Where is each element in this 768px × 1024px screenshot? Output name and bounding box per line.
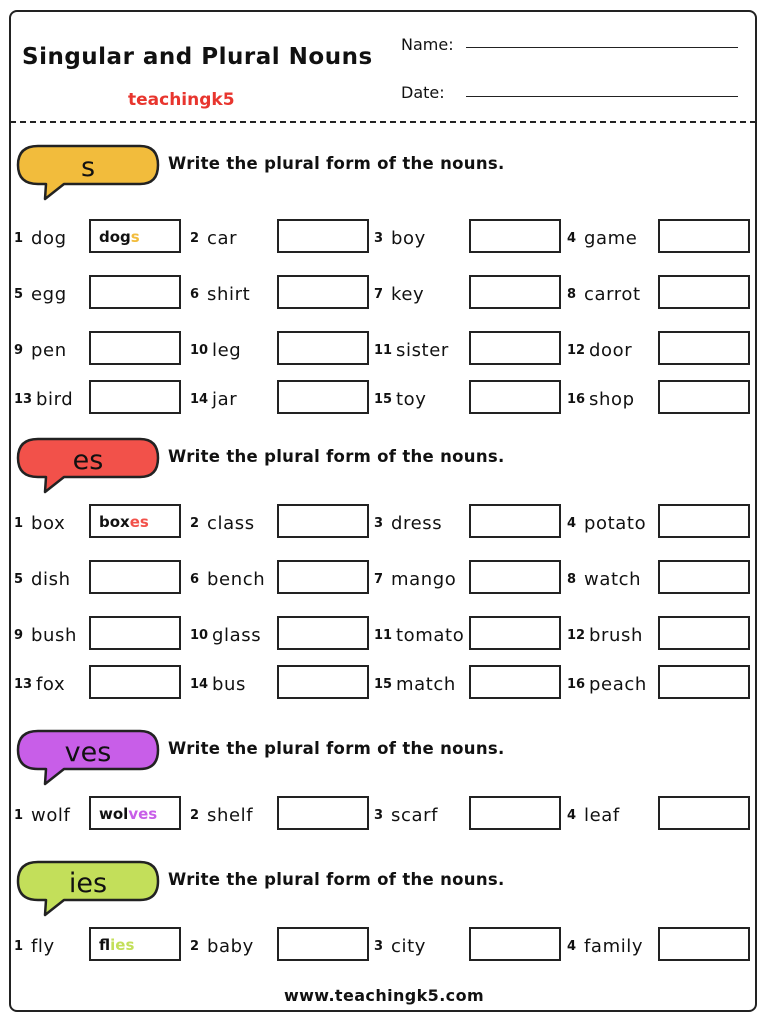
answer-box[interactable]	[89, 504, 181, 538]
singular-noun: toy	[396, 389, 427, 410]
section-instruction: Write the plural form of the nouns.	[168, 154, 505, 173]
section-instruction: Write the plural form of the nouns.	[168, 739, 505, 758]
singular-noun: scarf	[391, 805, 439, 826]
answer-box[interactable]	[469, 331, 561, 365]
singular-noun: city	[391, 936, 427, 957]
answer-box[interactable]	[469, 380, 561, 414]
item-number: 10	[190, 343, 209, 358]
item-number: 4	[567, 231, 577, 246]
suffix-tag: es	[72, 445, 104, 476]
answer-box[interactable]	[277, 616, 369, 650]
example-stem: box	[99, 513, 130, 531]
answer-box[interactable]	[89, 219, 181, 253]
answer-box[interactable]	[277, 219, 369, 253]
answer-box[interactable]	[89, 616, 181, 650]
singular-noun: baby	[207, 936, 254, 957]
example-answer	[99, 513, 149, 531]
answer-box[interactable]	[277, 331, 369, 365]
singular-noun: egg	[31, 284, 67, 305]
answer-box[interactable]	[469, 796, 561, 830]
item-number: 3	[374, 516, 384, 531]
singular-noun: mango	[391, 569, 457, 590]
answer-box[interactable]	[469, 665, 561, 699]
example-stem: wol	[99, 805, 129, 823]
singular-noun: bus	[212, 674, 247, 695]
answer-box[interactable]	[89, 275, 181, 309]
answer-box[interactable]	[277, 380, 369, 414]
item-number: 5	[14, 287, 24, 302]
item-number: 1	[14, 231, 24, 246]
singular-noun: peach	[589, 674, 647, 695]
singular-noun: leg	[212, 340, 242, 361]
answer-box[interactable]	[89, 796, 181, 830]
answer-box[interactable]	[658, 504, 750, 538]
item-number: 1	[14, 939, 24, 954]
item-number: 14	[190, 677, 209, 692]
singular-noun: dish	[31, 569, 71, 590]
item-number: 16	[567, 392, 586, 407]
answer-box[interactable]	[277, 560, 369, 594]
name-label: Name:	[401, 35, 454, 54]
singular-noun: brush	[589, 625, 644, 646]
item-number: 8	[567, 572, 577, 587]
answer-box[interactable]	[658, 927, 750, 961]
singular-noun: dress	[391, 513, 443, 534]
example-answer	[99, 936, 134, 954]
answer-box[interactable]	[89, 380, 181, 414]
singular-noun: watch	[584, 569, 642, 590]
singular-noun: match	[396, 674, 456, 695]
singular-noun: game	[584, 228, 638, 249]
example-suffix: s	[130, 228, 140, 246]
singular-noun: sister	[396, 340, 449, 361]
singular-noun: shop	[589, 389, 635, 410]
singular-noun: box	[31, 513, 66, 534]
date-input-line[interactable]	[466, 96, 738, 97]
item-number: 9	[14, 628, 24, 643]
suffix-tag: ies	[68, 868, 108, 899]
item-number: 3	[374, 939, 384, 954]
item-number: 3	[374, 231, 384, 246]
answer-box[interactable]	[89, 665, 181, 699]
item-number: 13	[14, 677, 33, 692]
singular-noun: car	[207, 228, 238, 249]
singular-noun: carrot	[584, 284, 641, 305]
item-number: 13	[14, 392, 33, 407]
speech-bubble-es	[12, 436, 164, 496]
item-number: 15	[374, 392, 393, 407]
date-label: Date:	[401, 83, 445, 102]
section-instruction: Write the plural form of the nouns.	[168, 447, 505, 466]
singular-noun: fox	[36, 674, 66, 695]
speech-bubble-ies	[12, 859, 164, 919]
answer-box[interactable]	[469, 927, 561, 961]
singular-noun: jar	[212, 389, 238, 410]
item-number: 2	[190, 939, 200, 954]
answer-box[interactable]	[277, 665, 369, 699]
singular-noun: leaf	[584, 805, 620, 826]
example-suffix: ies	[110, 936, 135, 954]
item-number: 16	[567, 677, 586, 692]
answer-box[interactable]	[89, 560, 181, 594]
header-divider	[10, 121, 756, 123]
answer-box[interactable]	[469, 616, 561, 650]
singular-noun: dog	[31, 228, 67, 249]
brand-label: teachingk5	[128, 90, 235, 110]
answer-box[interactable]	[658, 331, 750, 365]
answer-box[interactable]	[277, 275, 369, 309]
answer-box[interactable]	[469, 560, 561, 594]
name-input-line[interactable]	[466, 47, 738, 48]
item-number: 12	[567, 343, 586, 358]
singular-noun: fly	[31, 936, 55, 957]
item-number: 4	[567, 939, 577, 954]
footer-url: www.teachingk5.com	[283, 986, 485, 1005]
item-number: 11	[374, 628, 393, 643]
answer-box[interactable]	[658, 616, 750, 650]
speech-bubble-ves	[12, 728, 164, 788]
item-number: 7	[374, 572, 384, 587]
singular-noun: glass	[212, 625, 262, 646]
item-number: 2	[190, 808, 200, 823]
singular-noun: shelf	[207, 805, 254, 826]
item-number: 1	[14, 808, 24, 823]
singular-noun: bird	[36, 389, 74, 410]
item-number: 4	[567, 516, 577, 531]
singular-noun: bench	[207, 569, 266, 590]
answer-box[interactable]	[469, 275, 561, 309]
example-answer	[99, 228, 140, 246]
suffix-tag: s	[80, 152, 96, 183]
item-number: 4	[567, 808, 577, 823]
item-number: 2	[190, 231, 200, 246]
item-number: 11	[374, 343, 393, 358]
item-number: 15	[374, 677, 393, 692]
example-stem: dog	[99, 228, 131, 246]
item-number: 2	[190, 516, 200, 531]
item-number: 14	[190, 392, 209, 407]
answer-box[interactable]	[89, 927, 181, 961]
singular-noun: wolf	[31, 805, 71, 826]
singular-noun: tomato	[396, 625, 465, 646]
item-number: 7	[374, 287, 384, 302]
example-suffix: ves	[128, 805, 158, 823]
item-number: 8	[567, 287, 577, 302]
singular-noun: family	[584, 936, 644, 957]
singular-noun: bush	[31, 625, 78, 646]
suffix-tag: ves	[64, 737, 112, 768]
singular-noun: shirt	[207, 284, 251, 305]
answer-box[interactable]	[277, 927, 369, 961]
answer-box[interactable]	[658, 560, 750, 594]
answer-box[interactable]	[658, 275, 750, 309]
item-number: 12	[567, 628, 586, 643]
singular-noun: door	[589, 340, 633, 361]
section-instruction: Write the plural form of the nouns.	[168, 870, 505, 889]
item-number: 9	[14, 343, 24, 358]
item-number: 1	[14, 516, 24, 531]
answer-box[interactable]	[658, 796, 750, 830]
answer-box[interactable]	[277, 796, 369, 830]
example-suffix: es	[129, 513, 149, 531]
singular-noun: pen	[31, 340, 67, 361]
answer-box[interactable]	[469, 219, 561, 253]
singular-noun: potato	[584, 513, 647, 534]
answer-box[interactable]	[469, 504, 561, 538]
singular-noun: class	[207, 513, 255, 534]
answer-box[interactable]	[277, 504, 369, 538]
item-number: 6	[190, 572, 200, 587]
example-stem: fl	[99, 936, 111, 954]
example-answer	[99, 805, 157, 823]
item-number: 10	[190, 628, 209, 643]
singular-noun: key	[391, 284, 425, 305]
singular-noun: boy	[391, 228, 426, 249]
speech-bubble-s	[12, 143, 164, 203]
answer-box[interactable]	[89, 331, 181, 365]
item-number: 5	[14, 572, 24, 587]
worksheet-title: Singular and Plural Nouns	[22, 44, 373, 70]
answer-box[interactable]	[658, 665, 750, 699]
answer-box[interactable]	[658, 380, 750, 414]
item-number: 3	[374, 808, 384, 823]
item-number: 6	[190, 287, 200, 302]
answer-box[interactable]	[658, 219, 750, 253]
